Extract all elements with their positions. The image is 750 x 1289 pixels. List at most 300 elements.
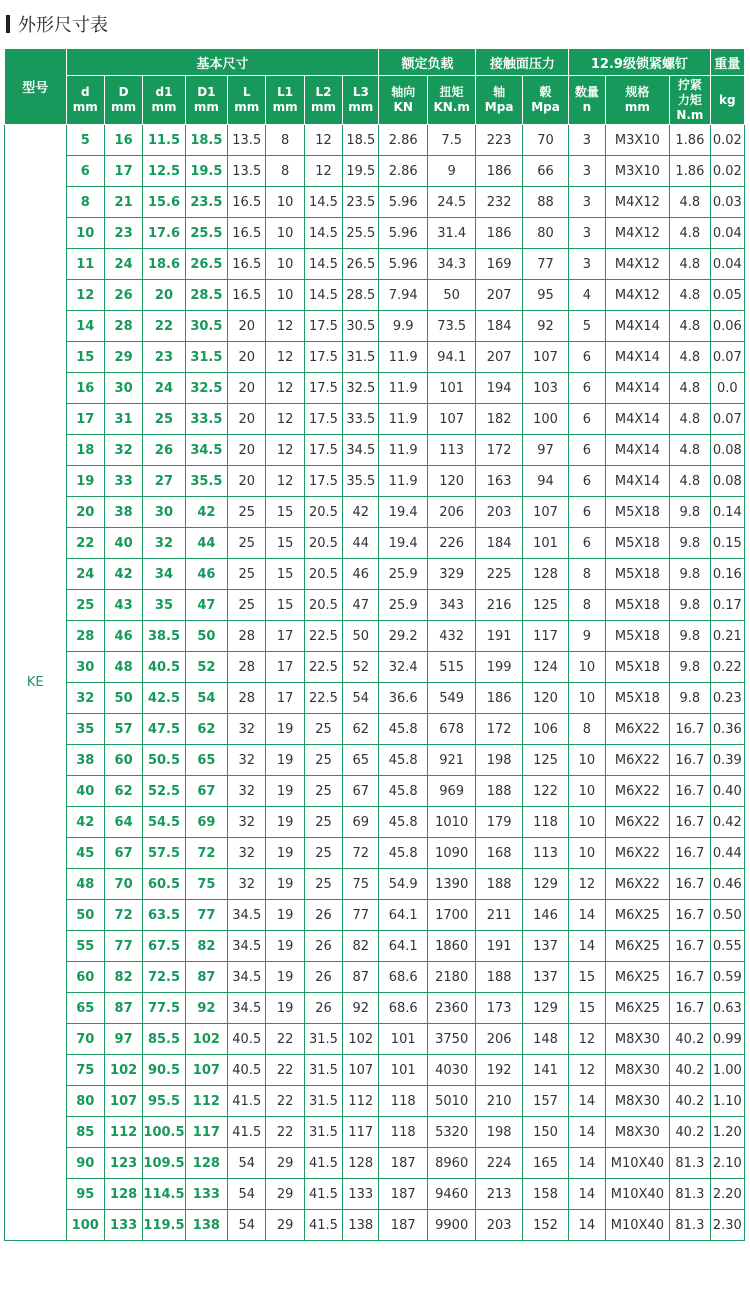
table-cell: 103 <box>522 373 568 404</box>
header-col-11-line: 毂 <box>539 85 552 99</box>
table-cell: 168 <box>476 838 522 869</box>
table-cell: 12 <box>569 1024 605 1055</box>
table-row <box>5 807 745 838</box>
table-cell: 128 <box>104 1179 142 1210</box>
table-cell: 13.5 <box>228 125 266 156</box>
table-cell: 26 <box>304 962 342 993</box>
table-cell: M8X30 <box>605 1024 670 1055</box>
table-row <box>5 342 745 373</box>
table-cell: 5 <box>66 125 104 156</box>
table-cell: 65 <box>343 745 379 776</box>
table-cell: 11 <box>66 249 104 280</box>
table-cell: 102 <box>185 1024 227 1055</box>
table-cell: 29 <box>266 1148 304 1179</box>
table-cell: 57 <box>104 714 142 745</box>
table-cell: 16.7 <box>670 993 710 1024</box>
table-cell: 210 <box>476 1086 522 1117</box>
header-col-7-line: mm <box>348 100 374 114</box>
table-cell: 114.5 <box>143 1179 185 1210</box>
table-cell: 0.55 <box>710 931 744 962</box>
table-cell: M3X10 <box>605 156 670 187</box>
table-cell: 28.5 <box>185 280 227 311</box>
table-cell: 31 <box>104 404 142 435</box>
table-cell: 0.03 <box>710 187 744 218</box>
table-cell: 18.5 <box>343 125 379 156</box>
table-cell: 0.42 <box>710 807 744 838</box>
table-cell: 184 <box>476 528 522 559</box>
table-cell: 81.3 <box>670 1148 710 1179</box>
table-cell: 20.5 <box>304 559 342 590</box>
table-cell: 678 <box>427 714 475 745</box>
table-cell: 549 <box>427 683 475 714</box>
header-col-10-line: Mpa <box>484 100 514 114</box>
header-col-1 <box>104 76 142 125</box>
table-cell: 0.0 <box>710 373 744 404</box>
table-cell: 107 <box>343 1055 379 1086</box>
table-cell: M4X14 <box>605 342 670 373</box>
table-cell: 199 <box>476 652 522 683</box>
table-cell: 2.30 <box>710 1210 744 1241</box>
table-cell: 9.8 <box>670 621 710 652</box>
table-cell: 43 <box>104 590 142 621</box>
table-cell: M6X22 <box>605 807 670 838</box>
table-cell: 6 <box>569 466 605 497</box>
table-cell: 77 <box>185 900 227 931</box>
header-col-7 <box>343 76 379 125</box>
table-cell: 77 <box>104 931 142 962</box>
table-cell: 172 <box>476 714 522 745</box>
table-cell: 188 <box>476 869 522 900</box>
table-cell: 17 <box>266 621 304 652</box>
header-col-2-line: d1 <box>155 85 173 99</box>
table-cell: 40.2 <box>670 1086 710 1117</box>
header-col-10 <box>476 76 522 125</box>
table-cell: 54.5 <box>143 807 185 838</box>
table-cell: 0.02 <box>710 156 744 187</box>
table-cell: 216 <box>476 590 522 621</box>
table-cell: M4X12 <box>605 187 670 218</box>
table-row <box>5 869 745 900</box>
table-row <box>5 838 745 869</box>
table-cell: 25 <box>66 590 104 621</box>
table-cell: 34.5 <box>343 435 379 466</box>
table-cell: 26.5 <box>343 249 379 280</box>
table-cell: 88 <box>522 187 568 218</box>
table-cell: 70 <box>66 1024 104 1055</box>
table-cell: 232 <box>476 187 522 218</box>
header-col-12 <box>569 76 605 125</box>
table-cell: 14.5 <box>304 249 342 280</box>
table-cell: M5X18 <box>605 528 670 559</box>
table-cell: 118 <box>379 1086 427 1117</box>
table-cell: 63.5 <box>143 900 185 931</box>
table-cell: 90.5 <box>143 1055 185 1086</box>
table-cell: 23 <box>143 342 185 373</box>
header-col-4 <box>228 76 266 125</box>
table-row <box>5 466 745 497</box>
table-cell: 11.5 <box>143 125 185 156</box>
table-cell: 32 <box>228 776 266 807</box>
table-cell: 141 <box>522 1055 568 1086</box>
table-cell: 95 <box>66 1179 104 1210</box>
table-cell: 54.9 <box>379 869 427 900</box>
table-cell: M6X25 <box>605 931 670 962</box>
table-cell: 41.5 <box>228 1086 266 1117</box>
table-cell: 119.5 <box>143 1210 185 1241</box>
table-cell: 148 <box>522 1024 568 1055</box>
table-cell: 15.6 <box>143 187 185 218</box>
table-cell: 184 <box>476 311 522 342</box>
table-cell: 12 <box>304 156 342 187</box>
table-cell: 20 <box>228 373 266 404</box>
table-cell: 15 <box>569 962 605 993</box>
table-cell: 117 <box>343 1117 379 1148</box>
table-cell: M8X30 <box>605 1086 670 1117</box>
table-row <box>5 497 745 528</box>
table-cell: 125 <box>522 745 568 776</box>
table-cell: 24 <box>143 373 185 404</box>
table-cell: 20 <box>228 466 266 497</box>
table-cell: 6 <box>569 497 605 528</box>
table-cell: 4.8 <box>670 435 710 466</box>
table-row <box>5 218 745 249</box>
table-cell: 187 <box>379 1148 427 1179</box>
table-cell: 2180 <box>427 962 475 993</box>
section-title <box>6 10 108 38</box>
table-cell: 28 <box>104 311 142 342</box>
header-col-14 <box>670 76 710 125</box>
table-row <box>5 156 745 187</box>
table-row <box>5 528 745 559</box>
table-cell: 11.9 <box>379 373 427 404</box>
table-cell: 10 <box>266 249 304 280</box>
table-cell: 64.1 <box>379 900 427 931</box>
table-cell: M4X12 <box>605 218 670 249</box>
table-cell: M4X14 <box>605 466 670 497</box>
table-cell: 4.8 <box>670 249 710 280</box>
table-cell: 46 <box>343 559 379 590</box>
table-cell: 0.16 <box>710 559 744 590</box>
table-cell: 118 <box>379 1117 427 1148</box>
header-col-13-line: 规格 <box>625 85 650 99</box>
table-cell: 22 <box>143 311 185 342</box>
table-cell: 25 <box>143 404 185 435</box>
table-cell: 10 <box>569 745 605 776</box>
table-cell: 15 <box>266 528 304 559</box>
header-col-1-line: D <box>118 85 129 99</box>
table-cell: 14 <box>569 931 605 962</box>
table-cell: 12 <box>266 435 304 466</box>
table-cell: 169 <box>476 249 522 280</box>
table-cell: 16 <box>104 125 142 156</box>
table-cell: 36.6 <box>379 683 427 714</box>
table-cell: 29 <box>266 1179 304 1210</box>
table-cell: 22.5 <box>304 683 342 714</box>
table-cell: 16 <box>66 373 104 404</box>
table-cell: 165 <box>522 1148 568 1179</box>
table-cell: 107 <box>522 342 568 373</box>
table-cell: 87 <box>104 993 142 1024</box>
table-cell: 44 <box>343 528 379 559</box>
table-cell: 41.5 <box>304 1148 342 1179</box>
table-cell: 128 <box>185 1148 227 1179</box>
table-cell: 1390 <box>427 869 475 900</box>
table-cell: 9460 <box>427 1179 475 1210</box>
table-cell: 19 <box>266 869 304 900</box>
table-cell: 28 <box>66 621 104 652</box>
table-cell: 21 <box>104 187 142 218</box>
table-cell: 1.10 <box>710 1086 744 1117</box>
table-cell: 120 <box>522 683 568 714</box>
table-cell: 31.5 <box>304 1117 342 1148</box>
table-cell: 26 <box>104 280 142 311</box>
table-cell: 31.5 <box>304 1055 342 1086</box>
table-cell: 100 <box>522 404 568 435</box>
table-cell: 4.8 <box>670 342 710 373</box>
table-cell: 26 <box>304 993 342 1024</box>
table-cell: 0.04 <box>710 249 744 280</box>
table-cell: 94.1 <box>427 342 475 373</box>
table-cell: 44 <box>185 528 227 559</box>
table-cell: 60 <box>104 745 142 776</box>
table-cell: 32 <box>228 869 266 900</box>
table-cell: 26 <box>143 435 185 466</box>
table-cell: 6 <box>569 528 605 559</box>
table-cell: 35.5 <box>185 466 227 497</box>
table-cell: 64.1 <box>379 931 427 962</box>
table-cell: 32.5 <box>185 373 227 404</box>
table-cell: 10 <box>569 776 605 807</box>
table-cell: 48 <box>66 869 104 900</box>
table-cell: 45.8 <box>379 714 427 745</box>
table-cell: 29 <box>266 1210 304 1241</box>
table-cell: 28 <box>228 621 266 652</box>
table-cell: M5X18 <box>605 652 670 683</box>
table-cell: 1860 <box>427 931 475 962</box>
table-cell: 87 <box>343 962 379 993</box>
table-cell: 8 <box>266 156 304 187</box>
table-cell: 0.46 <box>710 869 744 900</box>
table-cell: 0.04 <box>710 218 744 249</box>
table-cell: 10 <box>569 683 605 714</box>
table-cell: 124 <box>522 652 568 683</box>
table-cell: 207 <box>476 342 522 373</box>
header-col-13-line: mm <box>624 100 650 114</box>
table-cell: M4X12 <box>605 249 670 280</box>
table-cell: 211 <box>476 900 522 931</box>
table-cell: 10 <box>66 218 104 249</box>
table-cell: 16.7 <box>670 931 710 962</box>
table-cell: 9.8 <box>670 652 710 683</box>
table-cell: 32 <box>228 838 266 869</box>
table-cell: 101 <box>379 1024 427 1055</box>
table-cell: 18.6 <box>143 249 185 280</box>
table-cell: 25 <box>304 807 342 838</box>
table-cell: 8 <box>266 125 304 156</box>
table-cell: 19 <box>66 466 104 497</box>
table-cell: 921 <box>427 745 475 776</box>
table-cell: 19 <box>266 962 304 993</box>
table-cell: 35 <box>143 590 185 621</box>
table-cell: 10 <box>569 807 605 838</box>
table-cell: 19.4 <box>379 528 427 559</box>
table-cell: 16.7 <box>670 807 710 838</box>
table-row <box>5 745 745 776</box>
table-cell: 100 <box>66 1210 104 1241</box>
table-cell: 16.5 <box>228 187 266 218</box>
table-cell: 60 <box>66 962 104 993</box>
table-cell: 40.5 <box>228 1055 266 1086</box>
table-row <box>5 311 745 342</box>
table-row <box>5 404 745 435</box>
table-cell: 10 <box>266 187 304 218</box>
table-cell: 62 <box>104 776 142 807</box>
table-cell: 129 <box>522 993 568 1024</box>
table-cell: 138 <box>343 1210 379 1241</box>
table-row <box>5 621 745 652</box>
table-cell: 16.5 <box>228 218 266 249</box>
table-cell: 81.3 <box>670 1179 710 1210</box>
table-row <box>5 993 745 1024</box>
header-group-load: 额定负载 <box>379 49 476 76</box>
table-row <box>5 125 745 156</box>
table-cell: 0.40 <box>710 776 744 807</box>
table-row <box>5 776 745 807</box>
table-cell: 19 <box>266 931 304 962</box>
table-cell: 19.5 <box>185 156 227 187</box>
table-cell: 40 <box>66 776 104 807</box>
table-cell: 10 <box>569 652 605 683</box>
table-cell: 113 <box>522 838 568 869</box>
table-cell: 68.6 <box>379 993 427 1024</box>
table-cell: 62 <box>185 714 227 745</box>
table-cell: 2.10 <box>710 1148 744 1179</box>
table-cell: 40.5 <box>228 1024 266 1055</box>
table-cell: 62 <box>343 714 379 745</box>
table-cell: 10 <box>569 838 605 869</box>
table-cell: 7.94 <box>379 280 427 311</box>
table-cell: 97 <box>522 435 568 466</box>
table-cell: 18 <box>66 435 104 466</box>
table-cell: 25 <box>304 714 342 745</box>
table-cell: 9.8 <box>670 683 710 714</box>
table-cell: 16.7 <box>670 776 710 807</box>
table-cell: 25 <box>228 497 266 528</box>
header-col-8 <box>379 76 427 125</box>
table-cell: 12 <box>266 404 304 435</box>
table-cell: M3X10 <box>605 125 670 156</box>
table-cell: 41.5 <box>304 1210 342 1241</box>
table-cell: 133 <box>343 1179 379 1210</box>
table-cell: 69 <box>343 807 379 838</box>
table-cell: 17.5 <box>304 342 342 373</box>
table-cell: 85 <box>66 1117 104 1148</box>
table-cell: 82 <box>185 931 227 962</box>
table-cell: 192 <box>476 1055 522 1086</box>
table-cell: 0.23 <box>710 683 744 714</box>
table-row <box>5 652 745 683</box>
table-cell: 31.4 <box>427 218 475 249</box>
table-cell: 29 <box>104 342 142 373</box>
table-cell: 128 <box>522 559 568 590</box>
table-cell: 2.86 <box>379 156 427 187</box>
table-cell: 6 <box>569 342 605 373</box>
table-cell: 1.20 <box>710 1117 744 1148</box>
table-cell: 101 <box>379 1055 427 1086</box>
table-cell: 6 <box>569 435 605 466</box>
table-cell: 186 <box>476 156 522 187</box>
table-cell: 40 <box>104 528 142 559</box>
table-cell: 52 <box>185 652 227 683</box>
table-cell: 11.9 <box>379 404 427 435</box>
header-subcolumns <box>5 76 745 125</box>
table-cell: 34.5 <box>228 931 266 962</box>
header-col-5-line: L1 <box>277 85 294 99</box>
table-cell: 4 <box>569 280 605 311</box>
table-cell: M6X22 <box>605 776 670 807</box>
table-row <box>5 373 745 404</box>
header-col-2 <box>143 76 185 125</box>
table-cell: 3 <box>569 125 605 156</box>
table-cell: 12 <box>266 311 304 342</box>
table-cell: M8X30 <box>605 1055 670 1086</box>
header-col-8-line: KN <box>393 100 413 114</box>
table-cell: M6X22 <box>605 869 670 900</box>
table-cell: 70 <box>104 869 142 900</box>
table-cell: 20 <box>228 311 266 342</box>
table-cell: 0.22 <box>710 652 744 683</box>
table-cell: 8 <box>66 187 104 218</box>
table-cell: 17.5 <box>304 404 342 435</box>
table-cell: 52.5 <box>143 776 185 807</box>
header-col-1-line: mm <box>111 100 137 114</box>
table-cell: M6X25 <box>605 900 670 931</box>
table-cell: 50 <box>66 900 104 931</box>
table-cell: 20 <box>66 497 104 528</box>
table-cell: 24 <box>66 559 104 590</box>
table-cell: M10X40 <box>605 1210 670 1241</box>
table-cell: 40.2 <box>670 1055 710 1086</box>
table-cell: 11.9 <box>379 342 427 373</box>
table-cell: 33.5 <box>343 404 379 435</box>
table-cell: 34.3 <box>427 249 475 280</box>
table-cell: 25 <box>228 590 266 621</box>
table-cell: 22 <box>66 528 104 559</box>
table-cell: 186 <box>476 218 522 249</box>
table-cell: 69 <box>185 807 227 838</box>
table-cell: 137 <box>522 931 568 962</box>
table-row <box>5 435 745 466</box>
table-cell: 20 <box>228 342 266 373</box>
table-cell: 173 <box>476 993 522 1024</box>
table-cell: 206 <box>476 1024 522 1055</box>
table-row <box>5 590 745 621</box>
table-cell: 9.8 <box>670 559 710 590</box>
table-cell: 42.5 <box>143 683 185 714</box>
table-cell: 8 <box>569 590 605 621</box>
table-cell: 12 <box>66 280 104 311</box>
table-cell: 8 <box>569 714 605 745</box>
table-cell: 75 <box>343 869 379 900</box>
table-cell: 128 <box>343 1148 379 1179</box>
table-cell: 4030 <box>427 1055 475 1086</box>
table-cell: 16.7 <box>670 714 710 745</box>
table-cell: 50 <box>427 280 475 311</box>
table-cell: 41.5 <box>304 1179 342 1210</box>
table-cell: 30.5 <box>343 311 379 342</box>
table-cell: 16.7 <box>670 962 710 993</box>
table-cell: 70 <box>522 125 568 156</box>
